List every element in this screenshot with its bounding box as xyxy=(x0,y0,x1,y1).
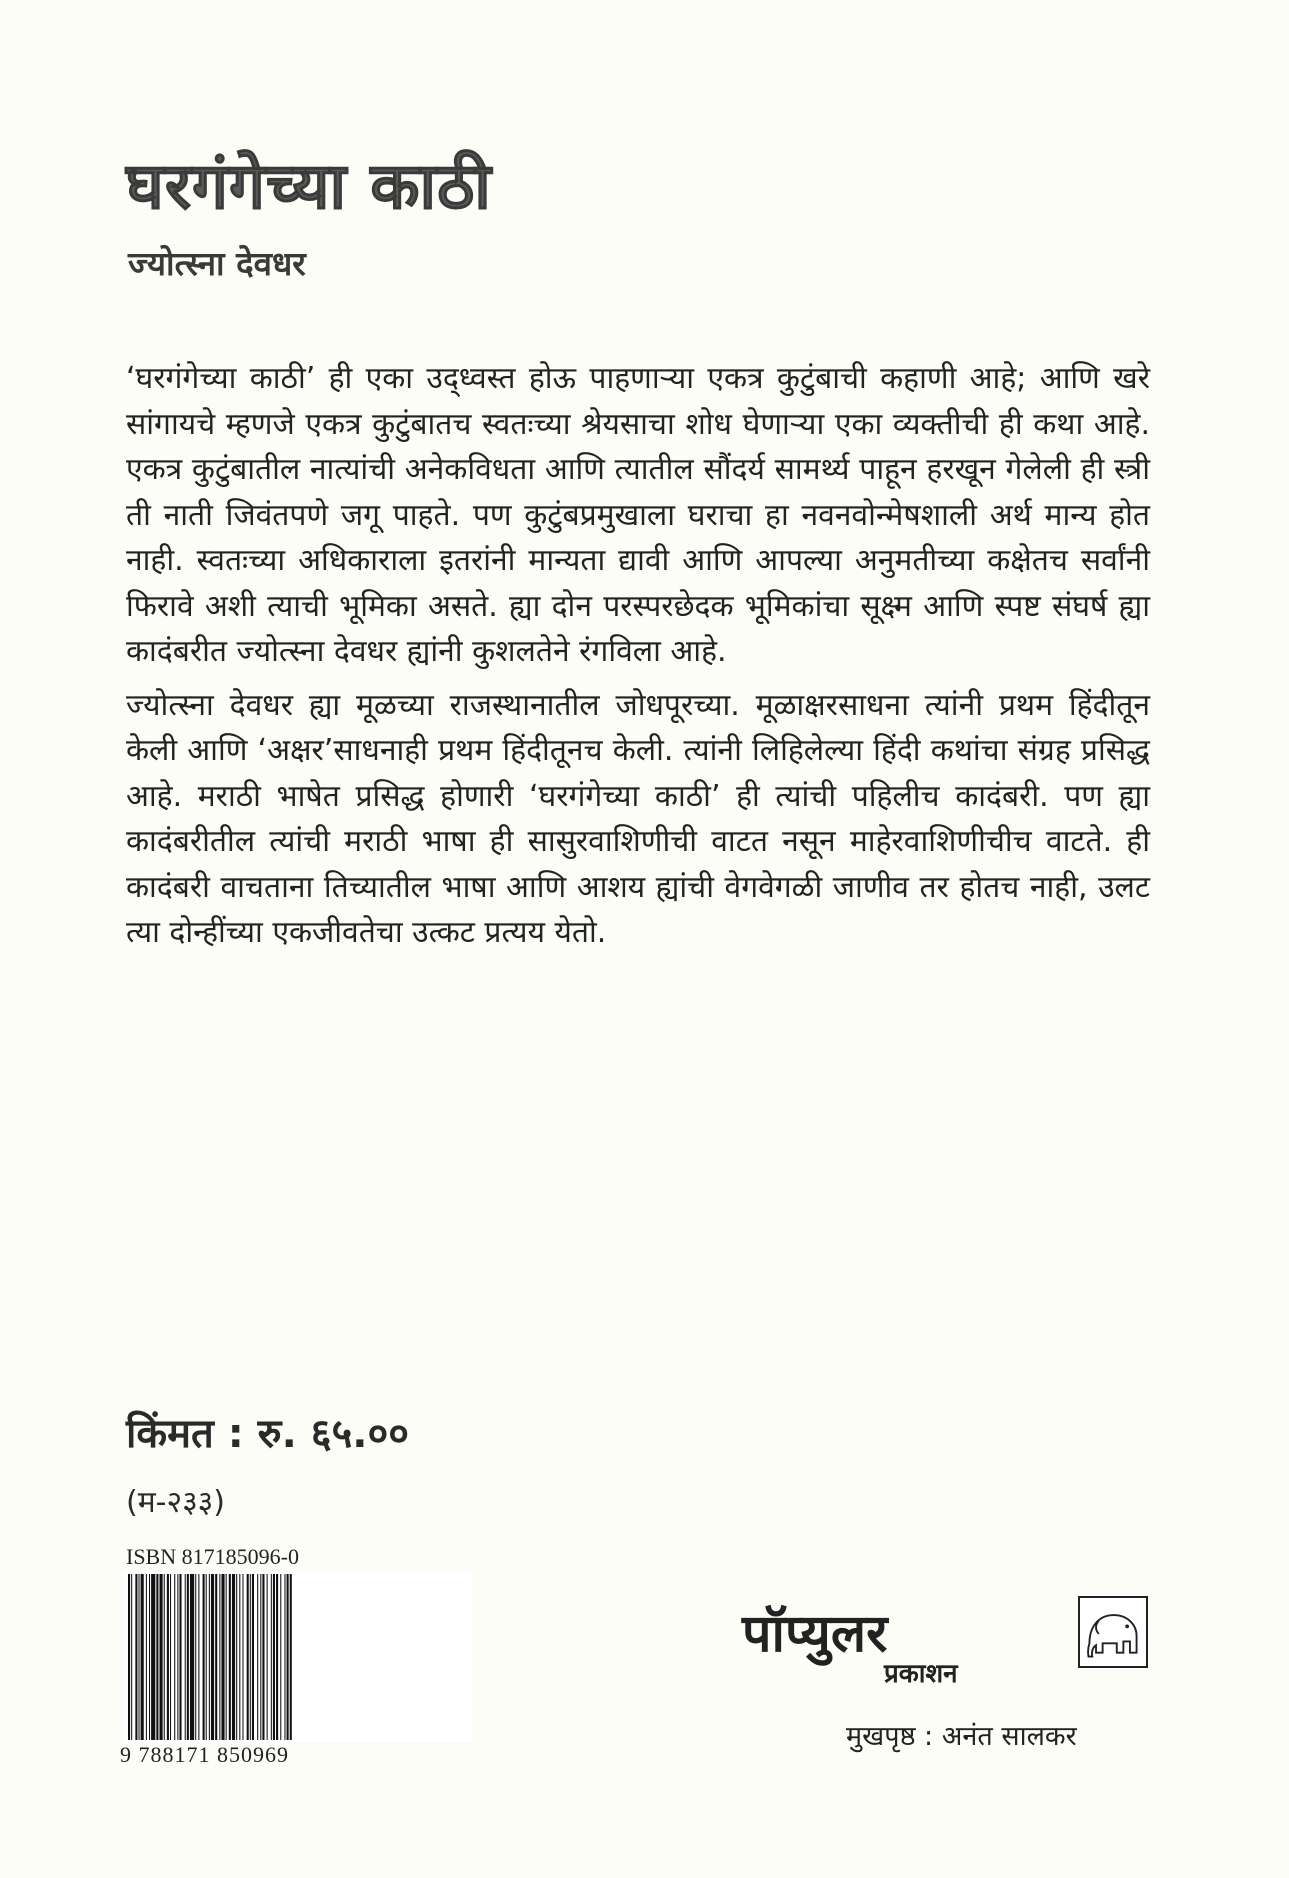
elephant-logo-icon xyxy=(1078,1596,1148,1668)
price: किंमत : रु. ६५.०० xyxy=(126,1411,410,1457)
barcode xyxy=(124,1572,472,1742)
isbn: ISBN 817185096-0 xyxy=(126,1544,299,1569)
publisher-subtitle: प्रकाशन xyxy=(884,1659,958,1689)
blurb-paragraph-1: ‘घरगंगेच्या काठी’ ही एका उद्ध्वस्त होऊ पाहणाऱ्या एकत्र कुटुंबाची कहाणी आहे; आणि खरे सांगायचे म्हणजे एकत्र कुटुंबातच स्वतःच्या श्रेयसाचा शोध घेणाऱ्या एका व्यक्तीची ही कथा आहे. एकत्र कुटुंबातील नात्यांची अनेकविधता आणि त्यातील सौंदर्य सामर्थ्य पाहून हरखून गेलेली ही स्त्री ती नाती जिवंतपणे जगू पाहते. पण कुटुंबप्रमुखाला घराचा हा नवनवोन्मेषशाली अर्थ मान्य होत नाही. स्वतःच्या अधिकाराला इतरांनी मान्यता द्यावी आणि आपल्या अनुमतीच्या कक्षेतच सर्वांनी फिरावे अशी त्याची भूमिका असते. ह्या दोन परस्परछेदक भूमिकांचा सूक्ष्म आणि स्पष्ट संघर्ष ह्या कादंबरीत ज्योत्स्ना देवधर ह्यांनी कुशलतेने रंगविला आहे. xyxy=(126,361,1150,669)
cover-credit: मुखपृष्ठ : अनंत सालकर xyxy=(846,1721,1077,1752)
blurb-paragraph-2: ज्योत्स्ना देवधर ह्या मूळच्या राजस्थानातील जोधपूरच्या. मूळाक्षरसाधना त्यांनी प्रथम हिंदीतून केली आणि ‘अक्षर’साधनाही प्रथम हिंदीतूनच केली. त्यांनी लिहिलेल्या हिंदी कथांचा संग्रह प्रसिद्ध आहे. मराठी भाषेत प्रसिद्ध होणारी ‘घरगंगेच्या काठी’ ही त्यांची पहिलीच कादंबरी. पण ह्या कादंबरीतील त्यांची मराठी भाषा ही सासुरवाशिणीची वाटत नसून माहेरवाशिणीचीच वाटते. ही कादंबरी वाचताना तिच्यातील भाषा आणि आशय ह्यांची वेगवेगळी जाणीव तर होतच नाही, उलट त्या दोन्हींच्या एकजीवतेचा उत्कट प्रत्यय येतो. xyxy=(126,687,1150,950)
book-author: ज्योत्स्ना देवधर xyxy=(128,244,306,283)
book-code: (म-२३३) xyxy=(126,1485,225,1520)
blurb xyxy=(126,356,1150,964)
book-title: घरगंगेच्या काठी xyxy=(126,150,492,224)
publisher-name: पॉप्युलर xyxy=(742,1604,888,1664)
barcode-number: 9 788171 850969 xyxy=(120,1742,289,1767)
